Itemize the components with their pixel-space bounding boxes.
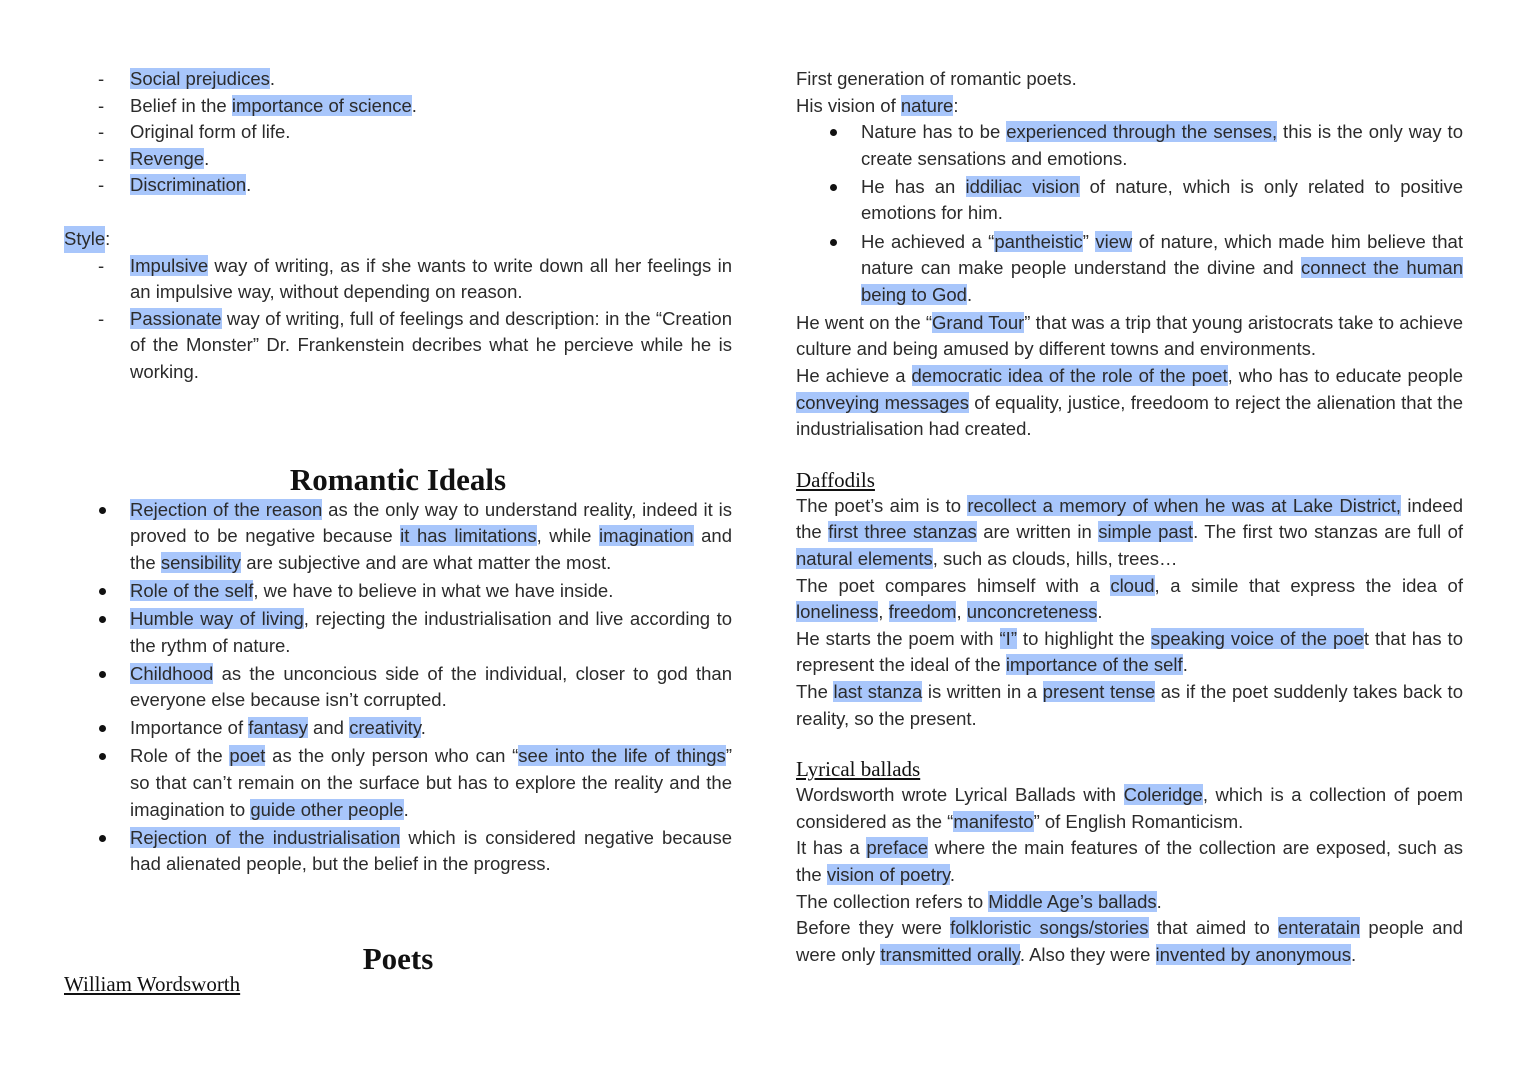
highlighted-text: Social prejudices: [130, 68, 270, 89]
text-run: ”: [1082, 230, 1096, 252]
nature-vision-list: [796, 119, 1463, 308]
text-run: as if the poet suddenly takes back to reality, so the present.: [796, 680, 1463, 729]
style-label-line: [64, 226, 732, 253]
highlighted-text: Middle Age’s ballads: [988, 890, 1157, 912]
themes-list: [64, 66, 732, 199]
william-wordsworth-heading: William Wordsworth: [64, 971, 241, 996]
text-run: .: [420, 717, 426, 739]
text-run: .: [966, 283, 973, 305]
highlighted-text: view: [1095, 230, 1133, 252]
text-run: this is the only way to create sensations and emotions.: [861, 121, 1463, 169]
text-run: of nature, which is only related to positive emotions for him.: [861, 175, 1463, 224]
highlighted-text: experienced through the senses,: [1006, 121, 1278, 143]
highlighted-text: importance of the self: [1005, 654, 1183, 676]
text-run: ” so that can’t remain on the surface but has to explore the reality and the imagination to: [130, 745, 732, 820]
text-run: . Also they were: [1019, 943, 1156, 965]
highlighted-text: it has limitations: [400, 525, 537, 547]
list-item: [130, 743, 732, 823]
list-item: [130, 578, 732, 605]
text-run: It has a: [796, 837, 867, 859]
highlighted-text: poet: [229, 745, 266, 767]
highlighted-text: Coleridge: [1123, 784, 1203, 806]
text-run: .: [204, 147, 210, 169]
text-run: ” that was a trip that young aristocrats take to achieve culture and being amused by different towns and environments.: [796, 311, 1463, 360]
highlighted-text: Passionate: [130, 307, 222, 329]
text-run: The collection refers to: [796, 890, 989, 912]
text-run: as the unconcious side of the individual, closer to god than everyone else because isn’t corrupted.: [130, 662, 732, 711]
paragraph: [796, 782, 1463, 835]
list-item: [130, 497, 732, 577]
text-run: way of writing, full of feelings and description: in the “Creation of the Monster” Dr. Frankenstein decribes what he percieve while he is working.: [130, 307, 732, 382]
text-run: .: [403, 798, 409, 820]
highlighted-text: Humble way of living: [130, 607, 304, 629]
romantic-ideals-title: Romantic Ideals: [289, 461, 507, 497]
text-run: .: [1156, 890, 1162, 912]
text-run: indeed the: [796, 494, 1463, 543]
text-run: that aimed to: [1148, 917, 1278, 939]
list-item: [130, 119, 732, 146]
text-run: . The first two stanzas are full of: [1193, 521, 1464, 543]
highlighted-text: folkloristic songs/stories: [950, 917, 1149, 939]
text-run: are subjective and are what matter the most.: [241, 551, 612, 573]
highlighted-text: nature: [900, 94, 954, 116]
list-item: [130, 172, 732, 199]
text-run: Role of the: [130, 745, 230, 767]
daffodils-heading: Daffodils: [796, 467, 875, 492]
text-run: , a simile that express the idea of: [1154, 574, 1463, 596]
grand-tour-paragraphs: [796, 310, 1463, 443]
right-column: [796, 66, 1463, 968]
highlighted-text: Childhood: [130, 662, 214, 684]
highlighted-text: enteratain: [1277, 917, 1361, 939]
list-item: [130, 66, 732, 93]
style-list: [64, 253, 732, 386]
text-run: The poet compares himself with a: [796, 574, 1111, 596]
highlighted-text: present tense: [1042, 680, 1156, 702]
highlighted-text: natural elements: [796, 548, 933, 569]
text-run: Wordsworth wrote Lyrical Ballads with: [796, 784, 1124, 806]
list-item: [130, 93, 732, 120]
highlighted-text: Impulsive: [130, 254, 209, 276]
text-run: of nature, which made him believe that nature can make people understand the divine and: [861, 230, 1463, 279]
highlighted-text: invented by anonymous: [1155, 943, 1351, 965]
highlighted-text: Rejection of the industrialisation: [130, 826, 401, 848]
highlighted-text: see into the life of things: [518, 745, 726, 767]
text-run: and: [307, 717, 350, 739]
lyrical-ballads-paragraphs: [796, 782, 1463, 968]
text-run: is written in a: [922, 680, 1043, 702]
highlighted-text: creativity: [349, 717, 421, 739]
text-run: , such as clouds, hills, trees…: [932, 548, 1178, 569]
text-run: He achieve a: [796, 365, 912, 387]
paragraph: [796, 915, 1463, 968]
highlighted-text: Discrimination: [130, 174, 247, 196]
text-run: .: [246, 174, 252, 196]
list-item: [861, 119, 1463, 172]
list-item: [130, 146, 732, 173]
highlighted-text: loneliness: [796, 601, 879, 623]
paragraph: [796, 889, 1463, 916]
paragraph: [796, 835, 1463, 888]
text-run: The poet’s aim is to: [796, 494, 968, 516]
text-run: .: [411, 94, 417, 116]
style-colon: :: [105, 227, 111, 249]
text-run: Nature has to be: [861, 121, 1007, 143]
highlighted-text: imagination: [598, 525, 694, 547]
paragraph: [796, 66, 1463, 93]
list-item: [861, 229, 1463, 309]
highlighted-text: “I”: [999, 627, 1017, 649]
text-run: , rejecting the industrialisation and live according to the rythm of nature.: [130, 607, 732, 656]
text-run: , we have to believe in what we have inside.: [253, 579, 614, 601]
text-run: Original form of life.: [130, 121, 291, 143]
text-run: t that has to represent the ideal of the: [796, 627, 1463, 676]
highlighted-text: freedom: [888, 601, 957, 623]
text-run: He went on the “: [796, 311, 933, 333]
text-run: where the main features of the collection are exposed, such as the: [796, 837, 1463, 885]
highlighted-text: manifesto: [953, 810, 1034, 832]
list-item: [130, 825, 732, 878]
highlighted-text: sensibility: [160, 551, 242, 573]
text-run: He has an: [861, 175, 966, 197]
text-run: , while: [536, 525, 599, 547]
highlighted-text: connect the human being to God: [861, 257, 1463, 305]
highlighted-text: importance of science: [231, 94, 412, 116]
intro-lines: [796, 66, 1463, 119]
text-run: , which is a collection of poem considered as the “: [796, 784, 1464, 832]
text-run: are written in: [976, 521, 1099, 543]
text-run: .: [1097, 601, 1103, 623]
text-run: He starts the poem with: [796, 627, 1000, 649]
text-run: to highlight the: [1016, 627, 1151, 649]
highlighted-text: fantasy: [248, 717, 308, 739]
text-run: ,: [956, 601, 967, 623]
highlighted-text: pantheistic: [994, 230, 1083, 252]
highlighted-text: last stanza: [833, 680, 923, 702]
list-item: [130, 253, 732, 306]
paragraph: [796, 310, 1463, 363]
paragraph: [796, 573, 1463, 626]
highlighted-text: Grand Tour: [932, 311, 1025, 333]
highlighted-text: Rejection of the reason: [130, 498, 323, 520]
highlighted-text: Revenge: [130, 147, 205, 169]
text-run: ,: [878, 601, 889, 623]
text-run: Belief in the: [130, 94, 232, 116]
text-run: people and were only: [796, 917, 1464, 965]
list-item: [130, 306, 732, 386]
text-run: He achieved a “: [861, 230, 995, 252]
highlighted-text: guide other people: [250, 798, 404, 820]
highlighted-text: preface: [866, 837, 929, 859]
text-run: of equality, justice, freedoom to reject the alienation that the industrialisation had created.: [796, 391, 1463, 440]
paragraph: [796, 493, 1463, 573]
list-item: [130, 715, 732, 742]
daffodils-paragraphs: [796, 493, 1463, 732]
highlighted-text: iddiliac vision: [965, 175, 1080, 197]
text-run: ” of English Romanticism.: [1033, 810, 1244, 832]
text-run: which is considered negative because had alienated people, but the belief in the progress.: [130, 826, 732, 875]
list-item: [130, 606, 732, 659]
highlighted-text: recollect a memory of when he was at Lake District,: [967, 494, 1402, 516]
highlighted-text: democratic idea of the role of the poet: [911, 365, 1228, 387]
style-label: Style: [64, 226, 105, 253]
list-item: [861, 174, 1463, 227]
text-run: Importance of: [130, 717, 249, 739]
highlighted-text: Role of the self: [130, 579, 254, 601]
poets-title: Poets: [362, 940, 434, 976]
highlighted-text: vision of poetry: [826, 863, 950, 885]
text-run: .: [269, 68, 275, 89]
text-run: His vision of: [796, 94, 901, 116]
text-run: .: [1350, 943, 1357, 965]
paragraph: [796, 679, 1463, 732]
highlighted-text: simple past: [1098, 521, 1194, 543]
highlighted-text: unconcreteness: [966, 601, 1098, 623]
text-run: :: [953, 94, 959, 116]
list-item: [130, 661, 732, 714]
lyrical-ballads-heading: Lyrical ballads: [796, 757, 921, 782]
paragraph: [796, 363, 1463, 443]
paragraph: [796, 93, 1463, 120]
left-column: [64, 66, 732, 997]
text-run: .: [1182, 654, 1188, 676]
text-run: as the only way to understand reality, indeed it is proved to be negative because: [130, 498, 732, 547]
text-run: The: [796, 680, 834, 702]
romantic-ideals-list: [64, 497, 732, 878]
text-run: way of writing, as if she wants to write down all her feelings in an impulsive way, without depending on reason.: [130, 254, 732, 303]
highlighted-text: first three stanzas: [828, 521, 977, 543]
highlighted-text: conveying messages: [796, 391, 969, 413]
highlighted-text: cloud: [1110, 574, 1155, 596]
text-run: Before they were: [796, 917, 951, 939]
text-run: as the only person who can “: [265, 745, 519, 767]
text-run: and the: [130, 525, 733, 573]
text-run: First generation of romantic poets.: [796, 68, 1077, 89]
highlighted-text: transmitted orally: [880, 943, 1020, 965]
text-run: , who has to educate people: [1227, 365, 1463, 387]
text-run: .: [949, 863, 956, 885]
paragraph: [796, 626, 1463, 679]
highlighted-text: speaking voice of the poe: [1150, 627, 1364, 649]
